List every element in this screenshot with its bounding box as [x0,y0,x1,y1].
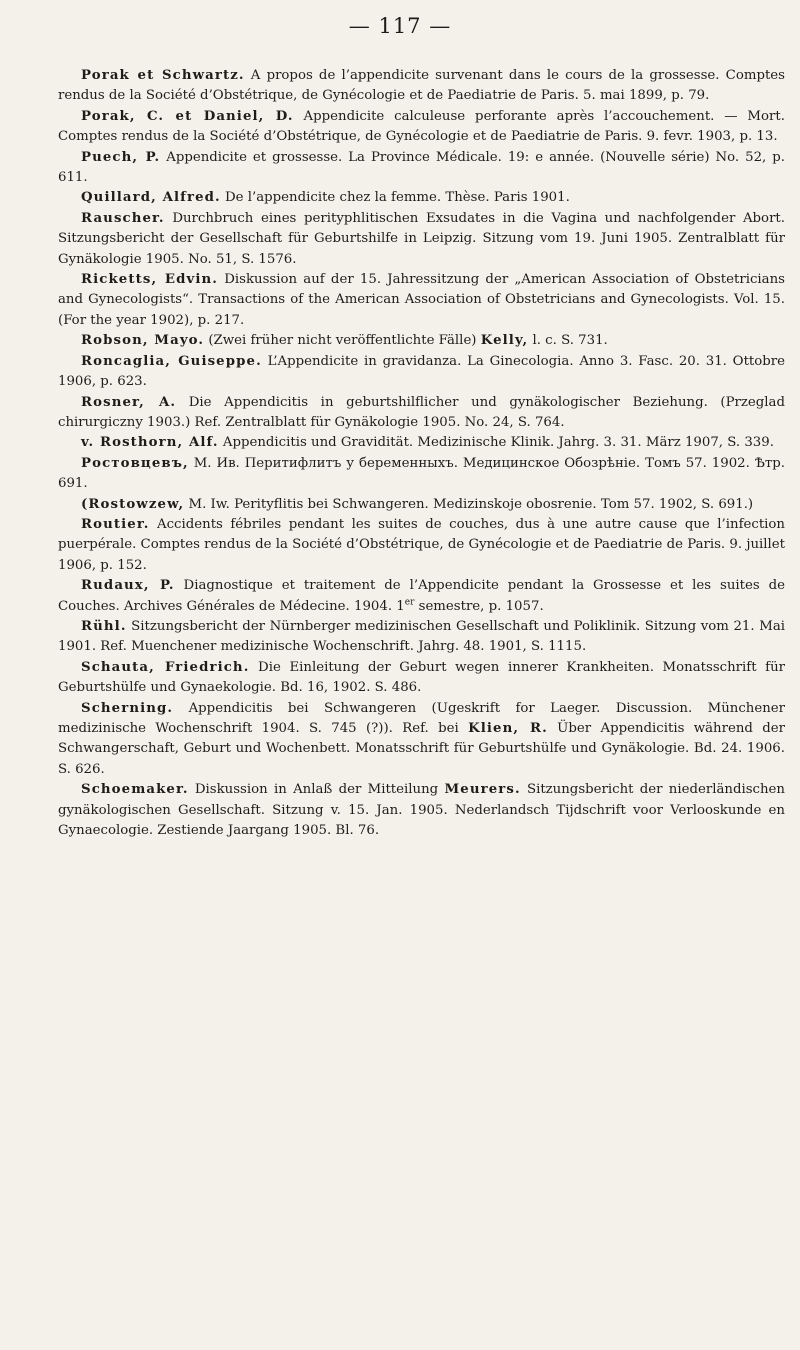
reference-text: Durchbruch eines perityphlitischen Exsudates in die Vagina und nachfolgender Abort. Sitzungsbericht der Gesellschaft für Geburtshilfe in Leipzig. Sitzung vom 19. Juni 1905. Zentralblatt für Gynäkologie 1905. No. 51, S. 1576. [58,210,785,267]
reference-author: Rosner, A. [81,394,177,410]
reference-text-continued: l. c. S. 731. [528,333,608,349]
reference-author: Porak et Schwartz. [81,68,245,83]
reference-text: (Zwei früher nicht veröffentlichte Fälle) [204,333,481,349]
reference-author: Ricketts, Edvin. [81,272,219,288]
reference-text-continued: semestre, p. 1057. [414,598,544,614]
reference-entry [58,107,785,148]
reference-author: Puech, P. [81,149,161,165]
reference-text: Appendicitis bei Schwangeren (Ugeskrift for Laeger. Discussion. Münchener medizinische Wochenschrift 1904. S. 745 (?)). Ref. bei [58,700,785,736]
reference-text: Diskussion in Anlaß der Mitteilung [188,782,445,798]
reference-author: Schauta, Friedrich. [81,659,250,675]
reference-text-continued: Über Appendicitis während der Schwangerschaft, Geburt und Wochenbett. Monatsschrift für Geburtshülfe und Gynäkologie. Bd. 24. 1906. S. 626. [58,721,786,777]
reference-text: Appendicite et grossesse. La Province Médicale. 19: e année. (Nouvelle série) No. 52, p. 611. [58,149,785,186]
reference-author: Rudaux, P. [81,578,175,594]
reference-entry [58,331,785,351]
reference-entry [58,270,785,331]
reference-author: Ростовцевъ, [81,455,189,471]
reference-author: Roncaglia, Guiseppe. [81,353,262,369]
reference-text: Diagnostique et traitement de l’Appendicite pendant la Grossesse et les suites de Couches. Archives Générales de Médecine. 1904. 1 [58,578,785,614]
reference-text: A propos de l’appendicite survenant dans le cours de la grossesse. Comptes rendus de la Société d’Obstétrique, de Gynécologie et de Paediatrie de Paris. 5. mai 1899, p. 79. [58,68,785,104]
reference-author: Rühl. [81,618,127,634]
reference-entry [58,393,785,434]
reference-author-secondary: Meurers. [444,782,521,798]
reference-author: Scherning. [81,700,174,716]
reference-author: Rauscher. [81,210,165,226]
reference-entry [58,617,785,658]
reference-author-secondary: Klien, R. [468,721,548,736]
reference-author: Routier. [81,516,150,532]
reference-text: De l’appendicite chez la femme. Thèse. Paris 1901. [220,190,570,206]
reference-entry [58,66,785,107]
reference-entry [58,209,785,270]
reference-entry [58,699,785,781]
reference-entry [58,148,785,189]
reference-entry [58,576,785,617]
reference-author: v. Rosthorn, Alf. [81,435,219,451]
reference-text: Die Einleitung der Geburt wegen innerer Krankheiten. Monatsschrift für Geburtshülfe und Gynaekologie. Bd. 16, 1902. S. 486. [58,659,785,696]
reference-text: Diskussion auf der 15. Jahressitzung der „American Association of Obstetricians and Gynecologists“. Transactions of the American Association of Obstetricians and Gynecologists. Vol. 15. (For the year 1902), p. 217. [58,272,785,328]
reference-list [58,66,785,841]
reference-text: Appendicite calculeuse perforante après l’accouchement. — Mort. Comptes rendus de la Société d’Obstétrique, de Gynécologie et de Paediatrie de Paris. 9. fevr. 1903, p. 13. [58,108,785,145]
reference-entry [58,780,785,841]
reference-text: L’Appendicite in gravidanza. La Ginecologia. Anno 3. Fasc. 20. 31. Ottobre 1906, p. 623. [58,353,785,390]
reference-text-continued: Sitzungsbericht der niederländischen gynäkologischen Gesellschaft. Sitzung v. 15. Jan. 1905. Nederlandsch Tijdschrift voor Verlooskunde en Gynaecologie. Zestiende Jaargang 1905. Bl. 76. [58,782,785,839]
reference-entry [58,188,785,208]
reference-text: M. Iw. Perityflitis bei Schwangeren. Medizinskoje obosrenie. Tom 57. 1902, S. 691.) [184,496,754,512]
reference-text: Appendicitis und Gravidität. Medizinische Klinik. Jahrg. 3. 31. März 1907, S. 339. [218,435,774,451]
reference-text: М. Ив. Перитифлитъ у беременныхъ. Медицинское Обозрѣніе. Томъ 57. 1902. Ѣтр. 691. [58,455,785,492]
superscript-er: er [404,597,415,608]
reference-author-secondary: Kelly, [480,333,529,349]
reference-entry [58,495,785,515]
reference-entry [58,658,785,699]
page-number: — 117 — [348,14,452,38]
reference-entry [58,352,785,393]
reference-author: Porak, C. et Daniel, D. [81,108,294,124]
reference-text: Die Appendicitis in geburtshilflicher und gynäkologischer Beziehung. (Przeglad chirurgiczny 1903.) Ref. Zentralblatt für Gynäkologie 1905. No. 24, S. 764. [58,394,785,430]
reference-text: Sitzungsbericht der Nürnberger medizinischen Gesellschaft und Poliklinik. Sitzung vom 21. Mai 1901. Ref. Muenchener medizinische Wochenschrift. Jahrg. 48. 1901, S. 1115. [58,618,785,655]
reference-entry [58,433,785,453]
reference-author: Robson, Mayo. [81,333,205,349]
reference-entry [58,454,785,495]
reference-author: Quillard, Alfred. [81,190,221,206]
reference-author: Schoemaker. [81,782,189,798]
reference-text: Accidents fébriles pendant les suites de couches, dus à une autre cause que l’infection puerpérale. Comptes rendus de la Société d’Obstétrique, de Gynécologie et de Paediatrie de Paris. 9. juillet 1906, p. 152. [58,516,785,573]
reference-author: (Rostowzew, [81,496,185,512]
reference-entry [58,515,785,576]
